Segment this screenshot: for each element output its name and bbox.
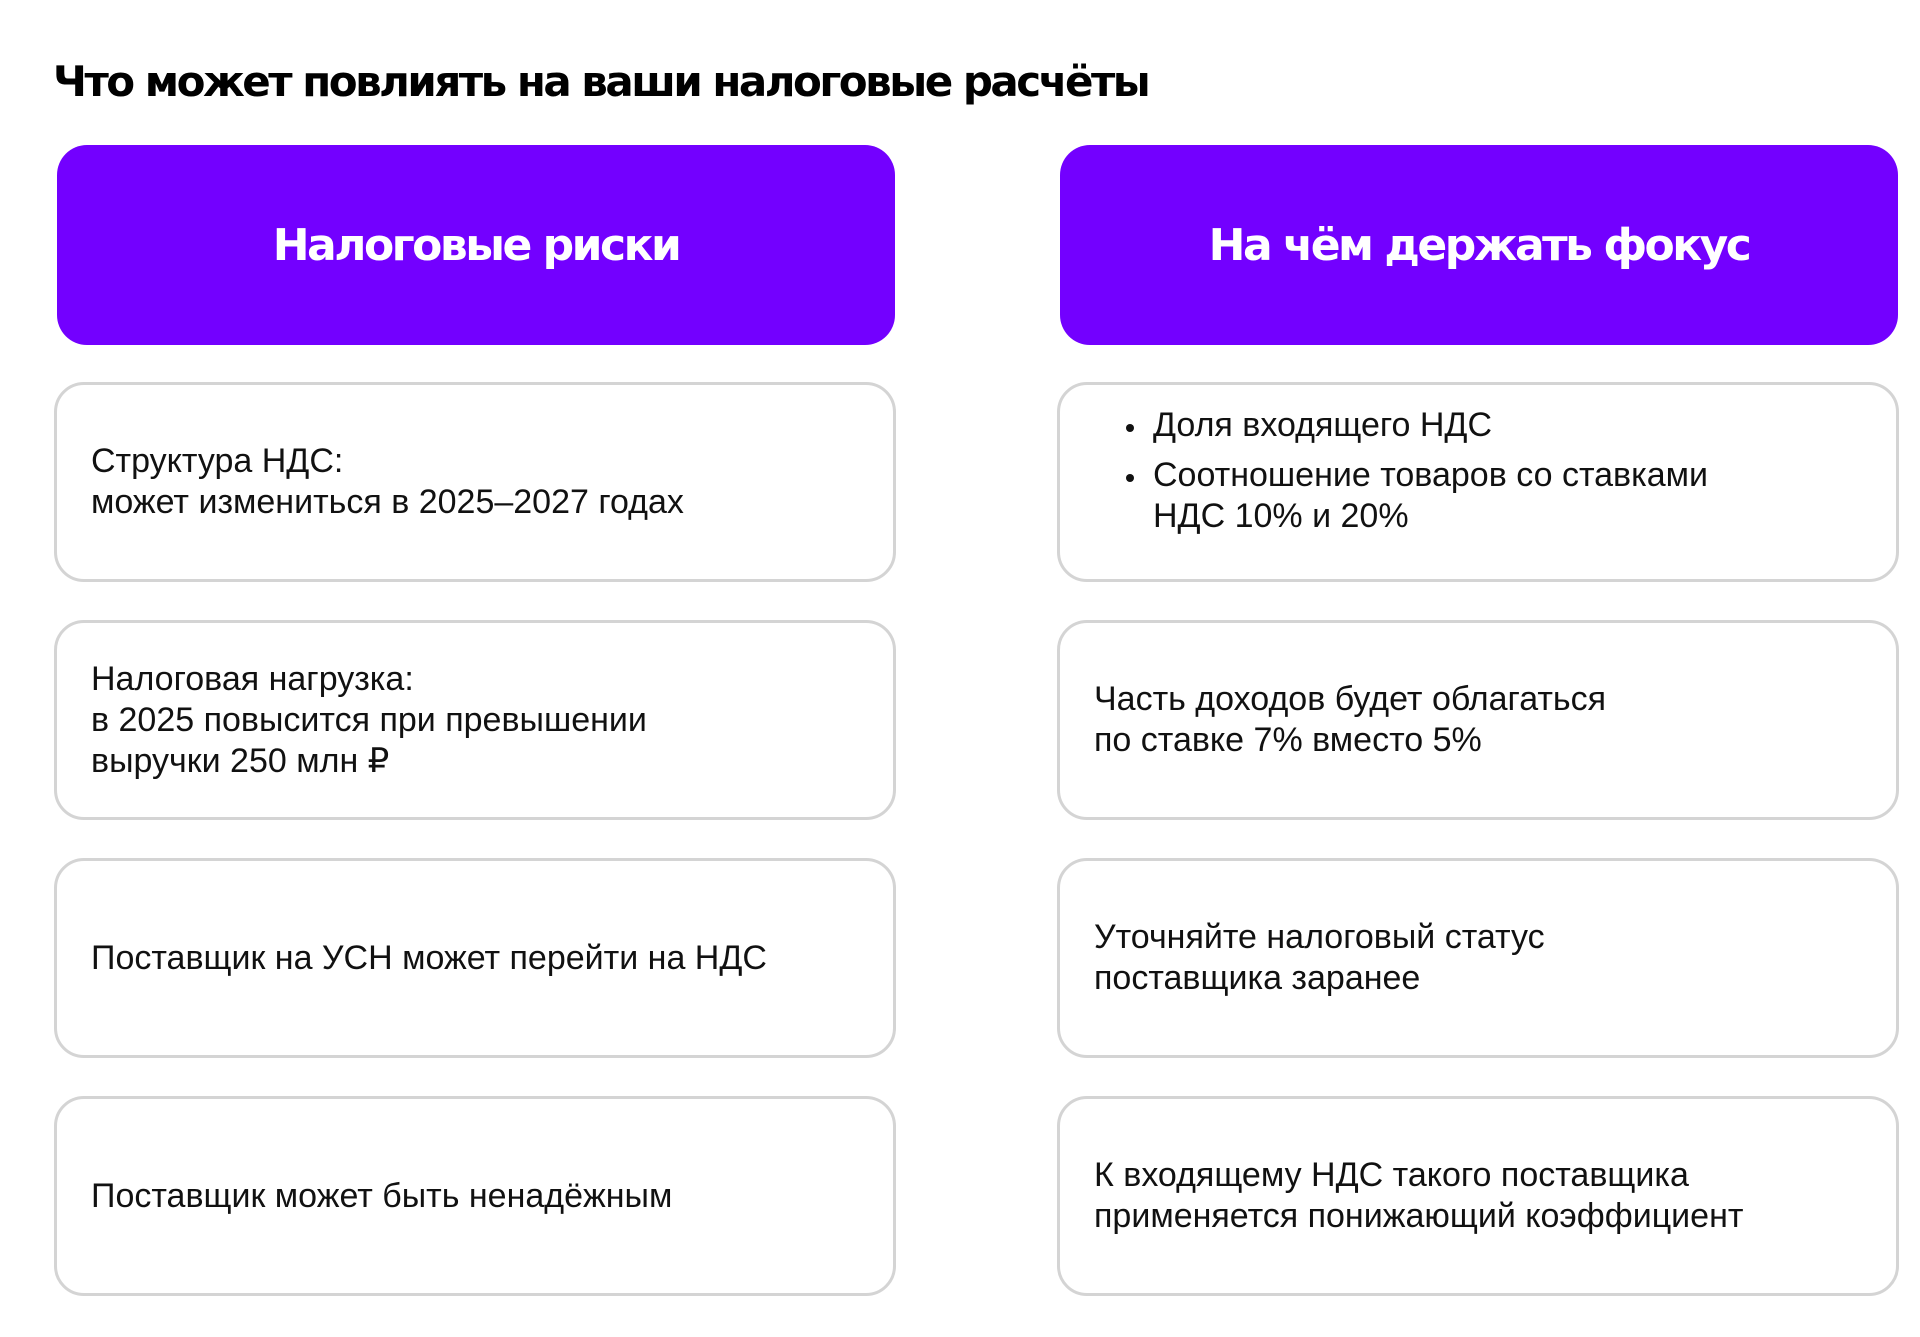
focus-bullet-item: • Доля входящего НДС	[1149, 405, 1708, 446]
focus-card-income-rate	[1057, 620, 1899, 820]
focus-card-text: Уточняйте налоговый статус поставщика заранее	[1094, 918, 1545, 997]
focus-header	[1060, 145, 1898, 345]
focus-card-text: Часть доходов будет облагаться по ставке 7% вместо 5%	[1094, 680, 1607, 759]
risk-card-text: Поставщик может быть ненадёжным	[91, 1176, 673, 1215]
risk-card-tax-burden	[54, 620, 896, 820]
focus-bullet-list	[1094, 405, 1708, 546]
focus-header-label: На чём держать фокус	[1208, 219, 1750, 271]
tax-risks-column	[57, 145, 895, 1334]
risk-card-text: Структура НДС: может измениться в 2025–2027 годах	[91, 442, 684, 521]
focus-card-text: К входящему НДС такого поставщика применяется понижающий коэффициент	[1094, 1156, 1744, 1235]
page-title: Что может повлиять на ваши налоговые расчёты	[53, 57, 1149, 106]
focus-bullet-item: • Соотношение товаров со ставками НДС 10% и 20%	[1149, 455, 1708, 537]
focus-card-vat-share	[1057, 382, 1899, 582]
focus-column	[1060, 145, 1898, 1334]
risk-card-text: Поставщик на УСН может перейти на НДС	[91, 938, 767, 977]
risk-card-supplier-vat	[54, 858, 896, 1058]
focus-card-supplier-status	[1057, 858, 1899, 1058]
tax-risks-header	[57, 145, 895, 345]
risk-card-text: Налоговая нагрузка: в 2025 повысится при превышении выручки 250 млн ₽	[91, 659, 647, 780]
risk-card-vat-structure	[54, 382, 896, 582]
risk-card-unreliable-supplier	[54, 1096, 896, 1296]
tax-risks-header-label: Налоговые риски	[272, 219, 680, 271]
focus-card-reduction-coefficient	[1057, 1096, 1899, 1296]
